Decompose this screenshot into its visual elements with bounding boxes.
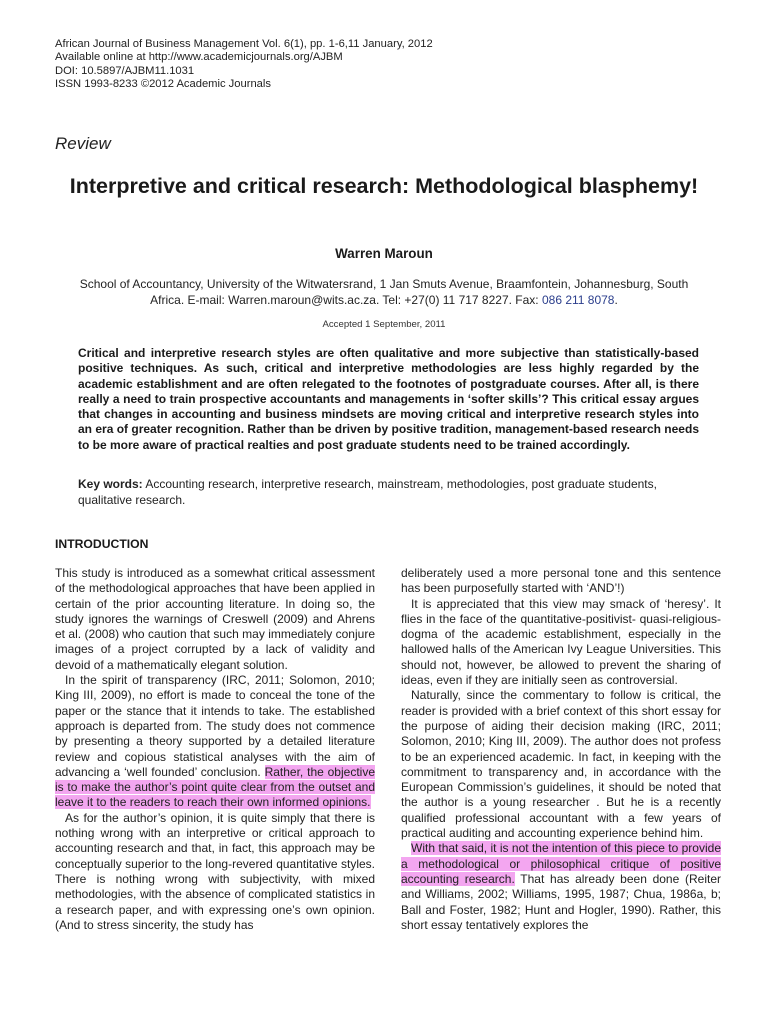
right-column	[401, 566, 721, 933]
journal-doi-line: DOI: 10.5897/AJBM11.1031	[55, 64, 195, 77]
affiliation-end: .	[614, 292, 618, 307]
section-label: Review	[55, 134, 111, 153]
abstract: Critical and interpretive research styles are often qualitative and more subjective than statistically-based positive techniques. As such, critical and interpretive methodologies are less highly regarded by the academic establishment and are often relegated to the footnotes of postgraduate courses. After all, is there really a need to train prospective accountants and managements in ‘softer skills’? This critical essay argues that changes in accounting and business mindsets are moving critical and interpretive research styles into an era of greater recognition. Rather than be driven by positive tradition, management-based research needs to be more aware of practical realties and post graduate students need to be trained accordingly.	[78, 346, 699, 452]
introduction-heading: INTRODUCTION	[55, 537, 149, 551]
fax-number: 086 211 8078	[541, 292, 615, 307]
paper-title: Interpretive and critical research: Methodological blasphemy!	[69, 174, 699, 198]
intro-paragraph-5: Naturally, since the commentary to follow is critical, the reader is provided with a brief context of this short essay for the purpose of aiding their decision making (IRC, 2011; Solomon, 2010; King III, 2009). The author does not profess to be an experienced academic. In fact, in keeping with the commitment to transparency and, in accordance with the European Commission’s guidelines, it should be noted that the author is a young researcher . But he is a recently qualified professional accountant with a few years of practical auditing and accounting experience behind him.	[401, 688, 721, 841]
keywords-label: Key words:	[78, 477, 143, 491]
keywords-text: Accounting research, interpretive research, mainstream, methodologies, post graduate students, qualitative research.	[78, 477, 657, 507]
accepted-date: Accepted 1 September, 2011	[322, 319, 446, 330]
intro-paragraph-continued: deliberately used a more personal tone and this sentence has been purposefully started with ‘AND’!)	[401, 566, 721, 596]
journal-url-line: Available online at http://www.academicjournals.org/AJBM	[55, 51, 343, 64]
highlighted-passage-2: With that said, it is not the intention of this piece to provide a methodological or philosophical critique of positive accounting research.	[401, 841, 721, 886]
author-name: Warren Maroun	[335, 246, 433, 261]
journal-citation-header	[55, 38, 433, 91]
highlighted-passage-1: Rather, the objective is to make the author’s point quite clear from the outset and leave it to the readers to reach their own informed opinions.	[55, 764, 375, 810]
left-column	[55, 566, 375, 933]
intro-paragraph-6	[401, 841, 721, 933]
affiliation-text: School of Accountancy, University of the Witwatersrand, 1 Jan Smuts Avenue, Braamfontein, Johannesburg, South Africa. E-mail: Warren.maroun@wits.ac.za. Tel: +27(0) 11 717 8227. Fax:	[79, 277, 689, 307]
journal-issn-line: ISSN 1993-8233 ©2012 Academic Journals	[55, 77, 271, 90]
intro-paragraph-2	[55, 673, 375, 811]
intro-paragraph-1: This study is introduced as a somewhat critical assessment of the methodological approaches that have been applied in certain of the prior accounting literature. In doing so, the study ignores the warnings of Creswell (2009) and Ahrens et al. (2008) who caution that such may immediately conjure images of a project corrupted by a lack of validity and devoid of a mathematically elegant solution.	[55, 566, 375, 672]
intro-paragraph-4: It is appreciated that this view may smack of ‘heresy’. It flies in the face of the quantitative-positivist- quasi-religious-dogma of the academic establishment, especially in the hallowed halls of the American Ivy League Universities. This should not, however, be allowed to prevent the sharing of ideas, even if they are initially seen as controversial.	[401, 596, 721, 688]
intro-paragraph-6-text: That has already been done (Reiter and Williams, 2002; Williams, 1995, 1987; Chua, 1986a, b; Ball and Foster, 1982; Hunt and Hogler, 1990). Rather, this short essay tentatively explores the	[401, 871, 722, 932]
author-affiliation	[62, 277, 706, 308]
keywords	[78, 477, 699, 508]
intro-paragraph-2-text: In the spirit of transparency (IRC, 2011; Solomon, 2010; King III, 2009), no effort is made to conceal the tone of the paper or the stance that it intends to take. The established approach is departed from. The study does not commence by presenting a theory supported by a detailed literature review and copious statistical analyses with the aim of advancing a ‘well founded’ conclusion.	[55, 673, 375, 779]
journal-volume-line: African Journal of Business Management Vol. 6(1), pp. 1-6,11 January, 2012	[55, 38, 433, 50]
intro-paragraph-3: As for the author’s opinion, it is quite simply that there is nothing wrong with an interpretive or critical approach to accounting research and that, in fact, this approach may be conceptually superior to the long-revered quantitative styles. There is nothing wrong with subjectivity, with mixed methodologies, with the absence of complicated statistics in a research paper, and with expressing one’s own opinion. (And to stress sincerity, the study has	[55, 810, 375, 932]
